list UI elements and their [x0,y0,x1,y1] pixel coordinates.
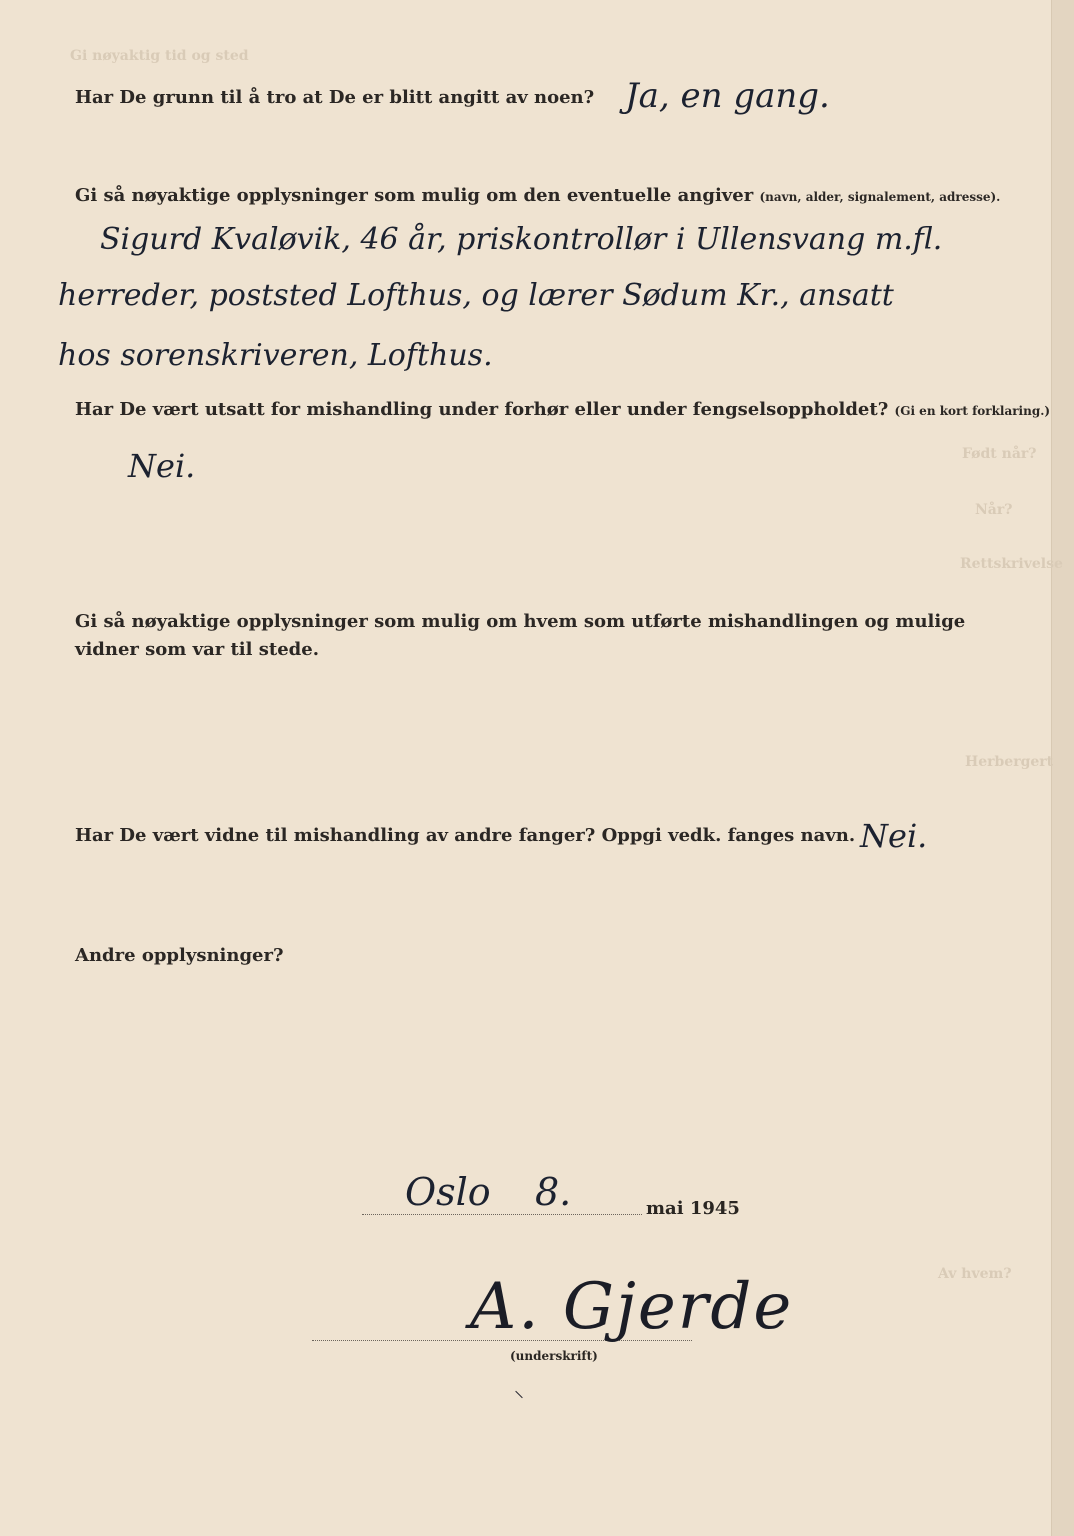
answer-informant-line1: Sigurd Kvaløvik, 46 år, priskontrollør i Ullensvang m.fl. [100,222,943,257]
answer-witness: Nei. [860,817,928,855]
date-day: 8. [535,1170,572,1214]
question-informant-note: (navn, alder, signalement, adresse). [759,190,1001,204]
ghost-text-top: Gi nøyaktig tid og sted [70,48,249,64]
ghost-text-side: Herbergert [965,754,1054,770]
signature: A. Gjerde [470,1270,794,1344]
answer-denounced: Ja, en gang. [625,76,830,116]
date-printed: mai 1945 [646,1198,740,1219]
page-edge [1051,0,1074,1536]
question-denounced: Har De grunn til å tro at De er blitt angitt av noen? [75,87,595,108]
question-other-info: Andre opplysninger? [75,945,284,966]
answer-informant-line2: herreder, poststed Lofthus, og lærer Sødum Kr., ansatt [58,278,894,313]
question-mistreatment [75,396,1050,425]
date-line [362,1214,642,1215]
question-mistreatment-note: (Gi en kort forklaring.) [894,404,1051,418]
question-informant-main: Gi så nøyaktige opplysninger som mulig om den eventuelle angiver [75,185,754,206]
ghost-text-side: Født når? [962,446,1037,462]
ghost-text-side: Rettskrivelse [960,556,1063,572]
signature-caption: (underskrift) [510,1349,598,1363]
pen-mark: ⸌ [514,1386,524,1410]
ghost-text-side: Når? [975,502,1013,518]
answer-informant-line3: hos sorenskriveren, Lofthus. [58,338,493,373]
ghost-text-side: Av hvem? [938,1266,1012,1282]
question-mistreatment-main: Har De vært utsatt for mishandling under forhør eller under fengselsoppholdet? [75,399,889,420]
date-place: Oslo [405,1170,491,1214]
question-informant-details [75,182,1000,211]
answer-mistreatment: Nei. [128,447,196,485]
question-perpetrators: Gi så nøyaktige opplysninger som mulig om hvem som utførte mishandlingen og mulige vidner som var til stede. [75,611,966,660]
question-witness: Har De vært vidne til mishandling av andre fanger? Oppgi vedk. fanges navn. [75,825,856,846]
